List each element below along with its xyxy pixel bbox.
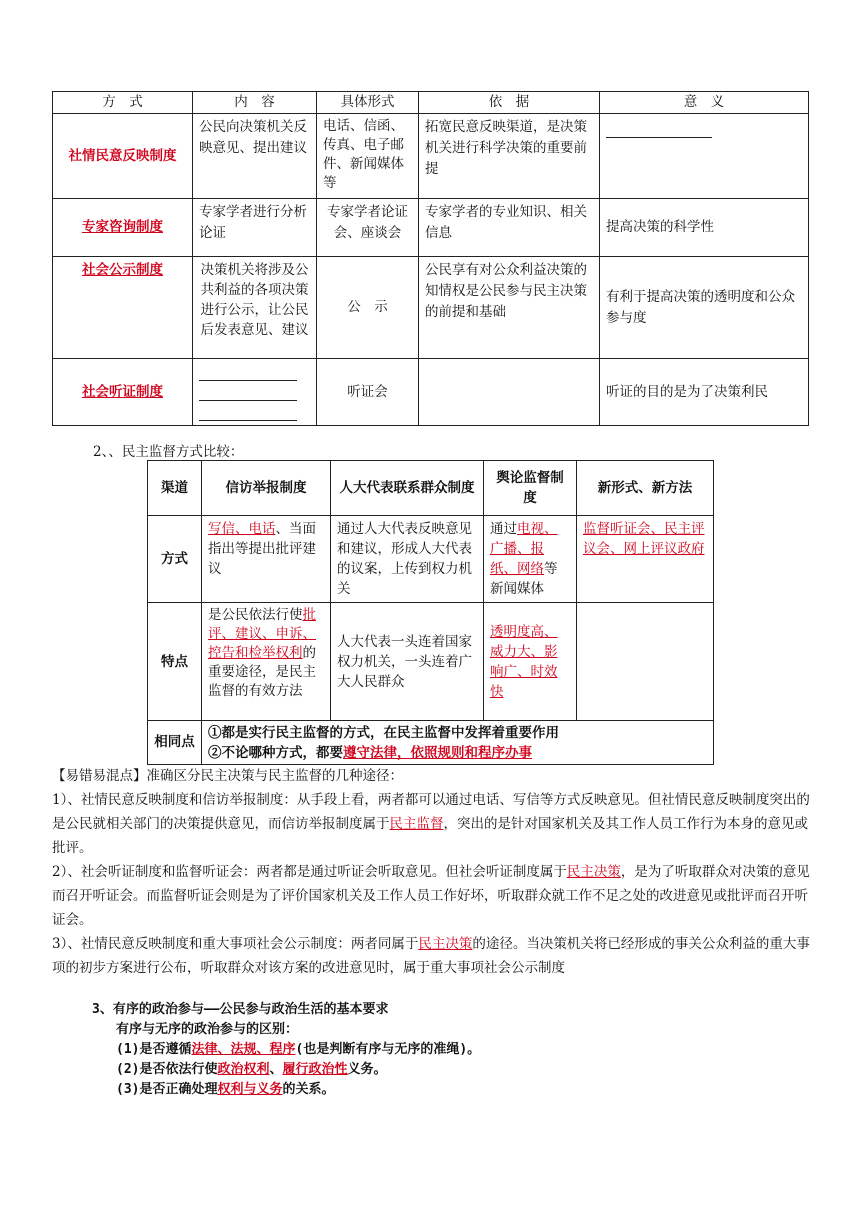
para-text: ，是为了听取群众对决策的意见而召开听证会。而监督听证会则是为了评价国家机关及工作人员工作好坏，听取群众就工作不足之处的改进意见或批评而召开听证会。	[52, 864, 810, 928]
basis-cell	[419, 359, 600, 426]
method-name: 专家咨询制度	[53, 199, 193, 257]
method-name: 社情民意反映制度	[53, 114, 193, 199]
deputy-feature-cell: 人大代表一头连着国家权力机关，一头连着广大人民群众	[331, 603, 484, 721]
section-3-subtitle: 有序与无序的政治参与的区别：	[116, 1022, 299, 1037]
content-cell: 专家学者进行分析论证	[193, 199, 317, 257]
line-text: 、	[269, 1062, 283, 1077]
decision-methods-table	[52, 91, 809, 426]
meaning-cell: 听证的目的是为了决策利民	[600, 359, 809, 426]
header-cell: 方 式	[53, 92, 193, 114]
mistake-paragraph-2	[52, 860, 812, 932]
deputy-method-cell: 通过人大代表反映意见和建议，形成人大代表的议案，上传到权力机关	[331, 516, 484, 603]
mistake-paragraph-3	[52, 932, 812, 980]
para-text: 1）、社情民意反映制度和信访举报制度：从手段上看，两者都可以通过电话、写信等方式反映意见。但社情民意反映制度突出的是公民就相关部门的决策提供意见，而信访举报制度属于	[52, 792, 810, 832]
cell-text: 通过	[490, 521, 517, 537]
form-cell: 电话、信函、传真、电子邮件、新闻媒体等	[317, 114, 419, 199]
para-text: ，突出的是针对国家机关及其工作人员工作行为本身的意见或批评。	[52, 816, 808, 856]
new-method-cell	[577, 516, 714, 603]
common-point-1: ①都是实行民主监督的方式，在民主监督中发挥着重要作用	[208, 724, 559, 741]
common-points-cell	[202, 721, 714, 765]
table-row	[53, 359, 809, 426]
supervision-methods-table	[147, 460, 714, 765]
content-cell: 决策机关将涉及公共利益的各项决策进行公示，让公民后发表意见、建议	[193, 257, 317, 359]
line-text: (2)是否依法行使	[116, 1062, 218, 1077]
table-row	[148, 603, 714, 721]
section-3	[92, 1000, 812, 1100]
table-row	[53, 114, 809, 199]
mistake-paragraph-1	[52, 788, 812, 860]
highlight-text: 政治权利	[217, 1062, 270, 1077]
line-text: (也是判断有序与无序的准绳)。	[295, 1042, 481, 1057]
table-row	[53, 257, 809, 359]
empty-cell	[577, 603, 714, 721]
highlight-text: 法律、法规、程序	[191, 1042, 296, 1057]
criterion-1	[92, 1040, 812, 1060]
form-cell: 专家学者论证会、座谈会	[317, 199, 419, 257]
highlight-text: 批评、建议、申诉、控告和检举权利	[208, 607, 316, 661]
section-3-title: 3、有序的政治参与——公民参与政治生活的基本要求	[92, 1002, 389, 1017]
row-label: 方式	[148, 516, 202, 603]
header-cell: 具体形式	[317, 92, 419, 114]
basis-cell: 专家学者的专业知识、相关信息	[419, 199, 600, 257]
table-row	[148, 516, 714, 603]
letters-method-cell	[202, 516, 331, 603]
basis-cell: 公民享有对公众利益决策的知情权是公民参与民主决策的前提和基础	[419, 257, 600, 359]
line-text: (3)是否正确处理	[116, 1082, 218, 1097]
header-cell: 舆论监督制度	[484, 461, 577, 516]
header-cell: 依 据	[419, 92, 600, 114]
cell-text: ②不论哪种方式，都要	[208, 744, 343, 761]
cell-text: 等新闻媒体	[490, 561, 558, 597]
fill-blank	[199, 362, 297, 381]
para-text: 2）、社会听证制度和监督听证会：两者都是通过听证会听取意见。但社会听证制度属于	[52, 864, 567, 880]
meaning-cell	[600, 114, 809, 199]
common-point-2	[208, 743, 707, 763]
mistake-notes	[52, 764, 812, 980]
basis-cell: 拓宽民意反映渠道，是决策机关进行科学决策的重要前提	[419, 114, 600, 199]
cell-text: 的重要途径，是民主监督的有效方法	[208, 645, 316, 699]
highlight-text: 监督听证会、民主评议会、网上评议政府	[583, 521, 705, 557]
fill-blank	[199, 382, 297, 401]
cell-text: 是公民依法行使	[208, 607, 303, 623]
fill-blank	[199, 402, 297, 421]
highlight-text: 民主决策	[418, 936, 473, 952]
highlight-text: 电视、广播、报纸、网络	[490, 521, 558, 577]
highlight-text: 民主监督	[389, 816, 444, 832]
content-cell: 公民向决策机关反映意见、提出建议	[193, 114, 317, 199]
para-text: 的途径。当决策机关将已经形成的事关公众利益的重大事项的初步方案进行公布，听取群众对该方案的改进意见时，属于重大事项社会公示制度	[52, 936, 810, 976]
row-label: 相同点	[148, 721, 202, 765]
method-name: 社会公示制度	[53, 257, 193, 359]
method-name: 社会听证制度	[53, 359, 193, 426]
fill-blank	[606, 123, 712, 138]
highlight-text: 履行政治性	[282, 1062, 348, 1077]
header-cell: 人大代表联系群众制度	[331, 461, 484, 516]
table-header-row	[53, 92, 809, 114]
highlight-text: 权利与义务	[217, 1082, 283, 1097]
table-row	[53, 199, 809, 257]
cell-text: 、当面指出等提出批评建议	[208, 521, 316, 577]
highlight-text: 民主决策	[566, 864, 621, 880]
form-cell: 公 示	[317, 257, 419, 359]
meaning-cell: 有利于提高决策的透明度和公众参与度	[600, 257, 809, 359]
header-cell: 信访举报制度	[202, 461, 331, 516]
header-cell: 新形式、新方法	[577, 461, 714, 516]
form-cell: 听证会	[317, 359, 419, 426]
line-text: 义务。	[347, 1062, 387, 1077]
content-cell	[193, 359, 317, 426]
para-text: 3）、社情民意反映制度和重大事项社会公示制度：两者同属于	[52, 936, 419, 952]
letters-feature-cell	[202, 603, 331, 721]
highlight-text: 透明度高、威力大、影响广、时效快	[490, 623, 558, 700]
media-method-cell	[484, 516, 577, 603]
highlight-text: 写信、电话	[208, 521, 276, 537]
row-label: 特点	[148, 603, 202, 721]
line-text: 的关系。	[282, 1082, 335, 1097]
mistake-title: 【易错易混点】准确区分民主决策与民主监督的几种途径：	[52, 768, 403, 784]
media-feature-cell	[484, 603, 577, 721]
header-cell: 渠道	[148, 461, 202, 516]
meaning-cell: 提高决策的科学性	[600, 199, 809, 257]
table-header-row	[148, 461, 714, 516]
criterion-2	[92, 1060, 812, 1080]
section-2-title: 2、、民主监督方式比较：	[93, 444, 244, 460]
header-cell: 内 容	[193, 92, 317, 114]
header-cell: 意 义	[600, 92, 809, 114]
highlight-text: 遵守法律，依照规则和程序办事	[343, 744, 532, 761]
line-text: (1)是否遵循	[116, 1042, 192, 1057]
criterion-3	[92, 1080, 812, 1100]
table-row	[148, 721, 714, 765]
